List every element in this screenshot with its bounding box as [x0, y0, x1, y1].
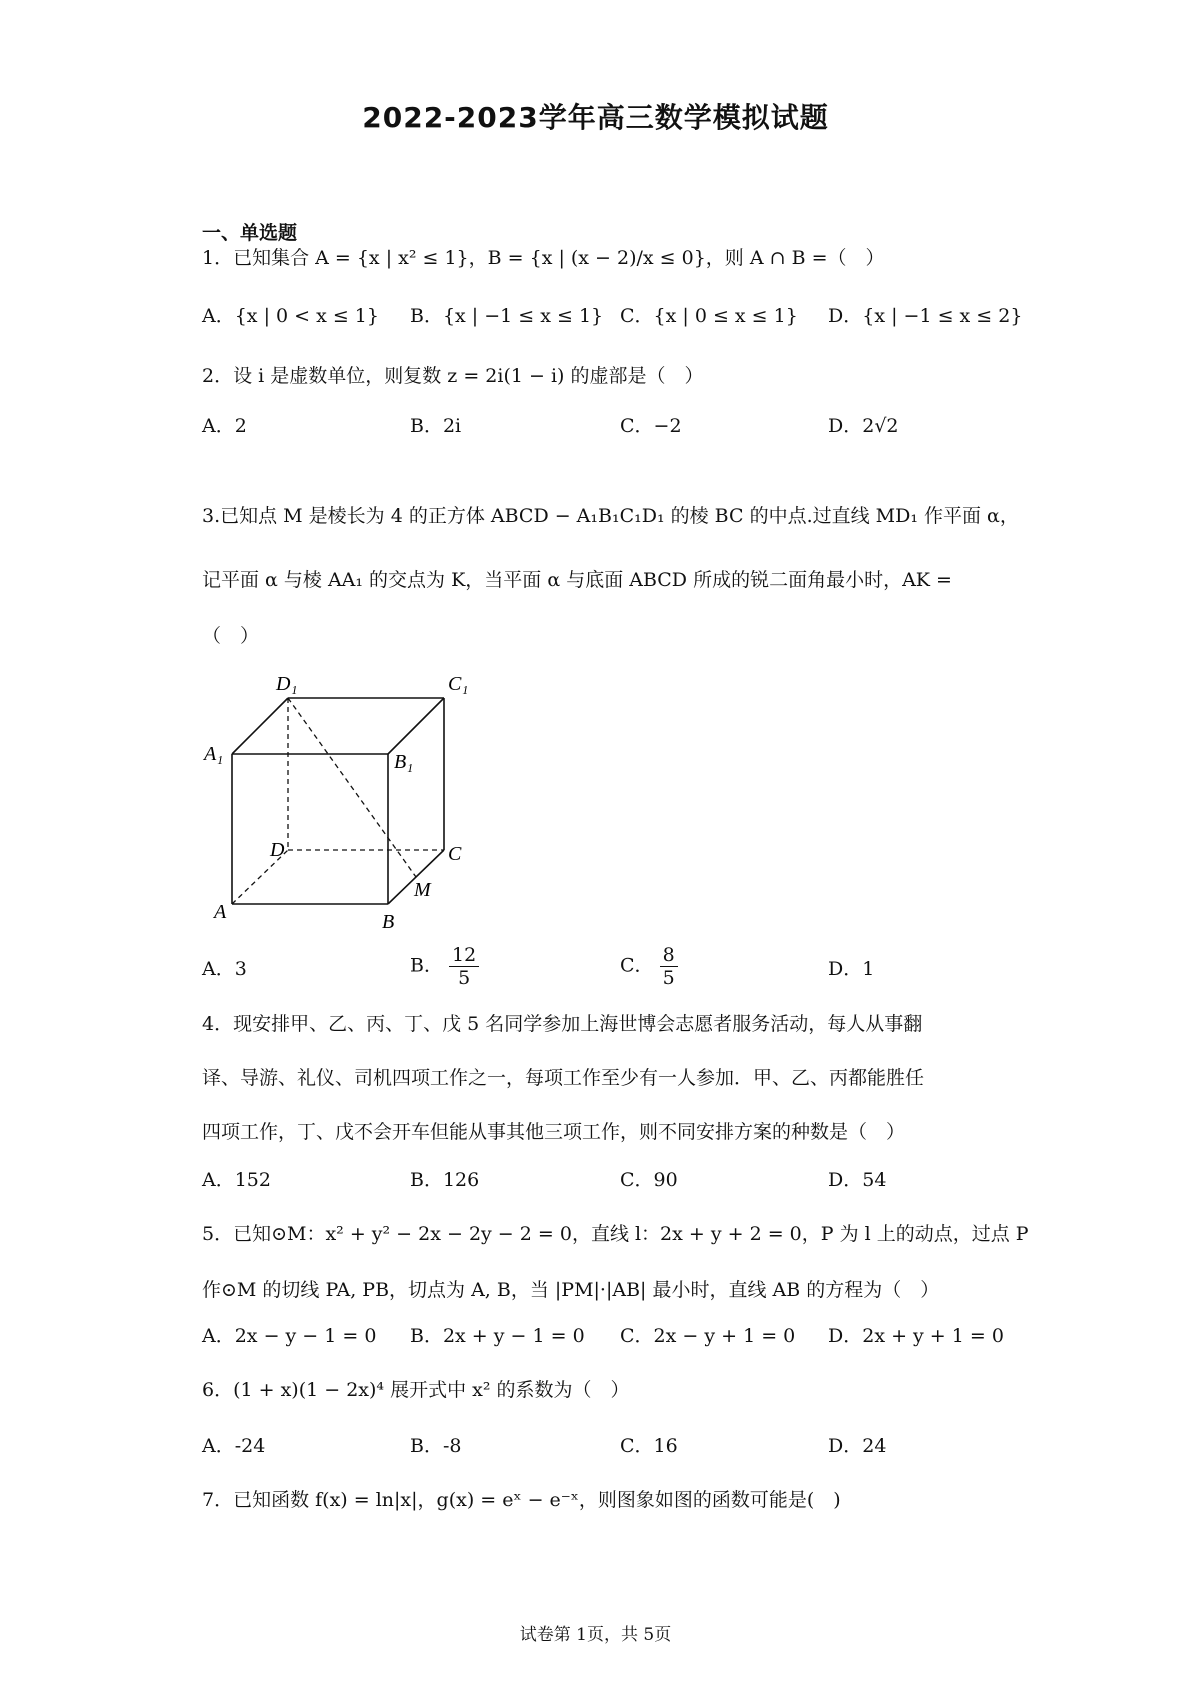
q5-option-a: A．2x − y − 1 = 0	[202, 1325, 377, 1347]
question-4-stem-line2: 译、导游、礼仪、司机四项工作之一，每项工作至少有一人参加．甲、乙、丙都能胜任	[202, 1067, 925, 1089]
edge-a1d1	[232, 698, 288, 754]
q1-option-d: D．{x | −1 ≤ x ≤ 2}	[828, 305, 1023, 327]
q4-option-a: A．152	[202, 1169, 271, 1191]
q3-option-b	[410, 944, 479, 989]
q1-option-b: B．{x | −1 ≤ x ≤ 1}	[410, 305, 604, 327]
q3-option-d: D．1	[828, 958, 875, 980]
q6-option-d: D．24	[828, 1435, 887, 1457]
q4-option-d: D．54	[828, 1169, 887, 1191]
question-1-stem: 1．已知集合 A = {x | x² ≤ 1}，B = {x | (x − 2)/x ≤ 0}，则 A ∩ B =（ ）	[202, 247, 885, 269]
q2-option-c: C．−2	[620, 415, 682, 437]
q3-option-c	[620, 944, 678, 989]
q3-option-a: A．3	[202, 958, 247, 980]
q3-option-b-numerator: 12	[449, 944, 479, 967]
label-a1: A₁	[204, 743, 224, 765]
question-5-stem-line1: 5．已知⊙M：x² + y² − 2x − 2y − 2 = 0，直线 l：2x + y + 2 = 0，P 为 l 上的动点，过点 P	[202, 1223, 1029, 1245]
label-b: B	[382, 911, 395, 933]
q3-option-c-fraction	[660, 944, 678, 989]
q3-option-c-numerator: 8	[660, 944, 678, 967]
question-4-stem-line1: 4．现安排甲、乙、丙、丁、戊 5 名同学参加上海世博会志愿者服务活动，每人从事翻	[202, 1013, 923, 1035]
label-d: D	[270, 839, 285, 861]
q5-option-d: D．2x + y + 1 = 0	[828, 1325, 1004, 1347]
question-6-stem: 6．(1 + x)(1 − 2x)⁴ 展开式中 x² 的系数为（ ）	[202, 1379, 630, 1401]
label-c1: C₁	[448, 673, 469, 695]
q3-option-c-label: C．	[620, 954, 654, 977]
q6-option-a: A．-24	[202, 1435, 266, 1457]
q3-option-b-denominator: 5	[458, 967, 471, 989]
page-title: 2022-2023学年高三数学模拟试题	[362, 101, 829, 134]
page-footer: 试卷第 1页，共 5页	[519, 1625, 672, 1645]
question-3-stem-line2: 记平面 α 与棱 AA₁ 的交点为 K，当平面 α 与底面 ABCD 所成的锐二面角最小时，AK =	[202, 569, 952, 591]
edge-b1c1	[388, 698, 444, 754]
label-a: A	[214, 901, 227, 923]
q3-option-b-fraction	[449, 944, 479, 989]
question-2-stem: 2．设 i 是虚数单位，则复数 z = 2i(1 − i) 的虚部是（ ）	[202, 365, 704, 387]
label-m: M	[414, 879, 431, 901]
q4-option-c: C．90	[620, 1169, 678, 1191]
q2-option-b: B．2i	[410, 415, 462, 437]
question-3-stem-line1: 3.已知点 M 是棱长为 4 的正方体 ABCD − A₁B₁C₁D₁ 的棱 BC 的中点.过直线 MD₁ 作平面 α，	[202, 505, 1019, 527]
label-d1: D₁	[276, 673, 298, 695]
question-3-stem-line3: （ ）	[202, 625, 260, 647]
section-heading: 一、单选题	[202, 222, 298, 244]
question-5-stem-line2: 作⊙M 的切线 PA, PB，切点为 A, B，当 |PM|·|AB| 最小时，直线 AB 的方程为（ ）	[202, 1279, 940, 1301]
question-4-stem-line3: 四项工作，丁、戊不会开车但能从事其他三项工作，则不同安排方案的种数是（ ）	[202, 1121, 906, 1143]
cube-figure	[190, 660, 480, 933]
question-7-stem: 7．已知函数 f(x) = ln|x|，g(x) = eˣ − e⁻ˣ，则图象如图的函数可能是( )	[202, 1489, 841, 1511]
q2-option-d: D．2√2	[828, 415, 899, 437]
q3-option-b-label: B．	[410, 954, 443, 977]
q6-option-c: C．16	[620, 1435, 678, 1457]
q2-option-a: A．2	[202, 415, 247, 437]
label-b1: B₁	[394, 751, 414, 773]
q5-option-c: C．2x − y + 1 = 0	[620, 1325, 796, 1347]
q3-option-c-denominator: 5	[662, 967, 675, 989]
label-c: C	[448, 843, 462, 865]
q5-option-b: B．2x + y − 1 = 0	[410, 1325, 585, 1347]
q6-option-b: B．-8	[410, 1435, 462, 1457]
q1-option-a: A．{x | 0 < x ≤ 1}	[202, 305, 379, 327]
q4-option-b: B．126	[410, 1169, 480, 1191]
q1-option-c: C．{x | 0 ≤ x ≤ 1}	[620, 305, 798, 327]
